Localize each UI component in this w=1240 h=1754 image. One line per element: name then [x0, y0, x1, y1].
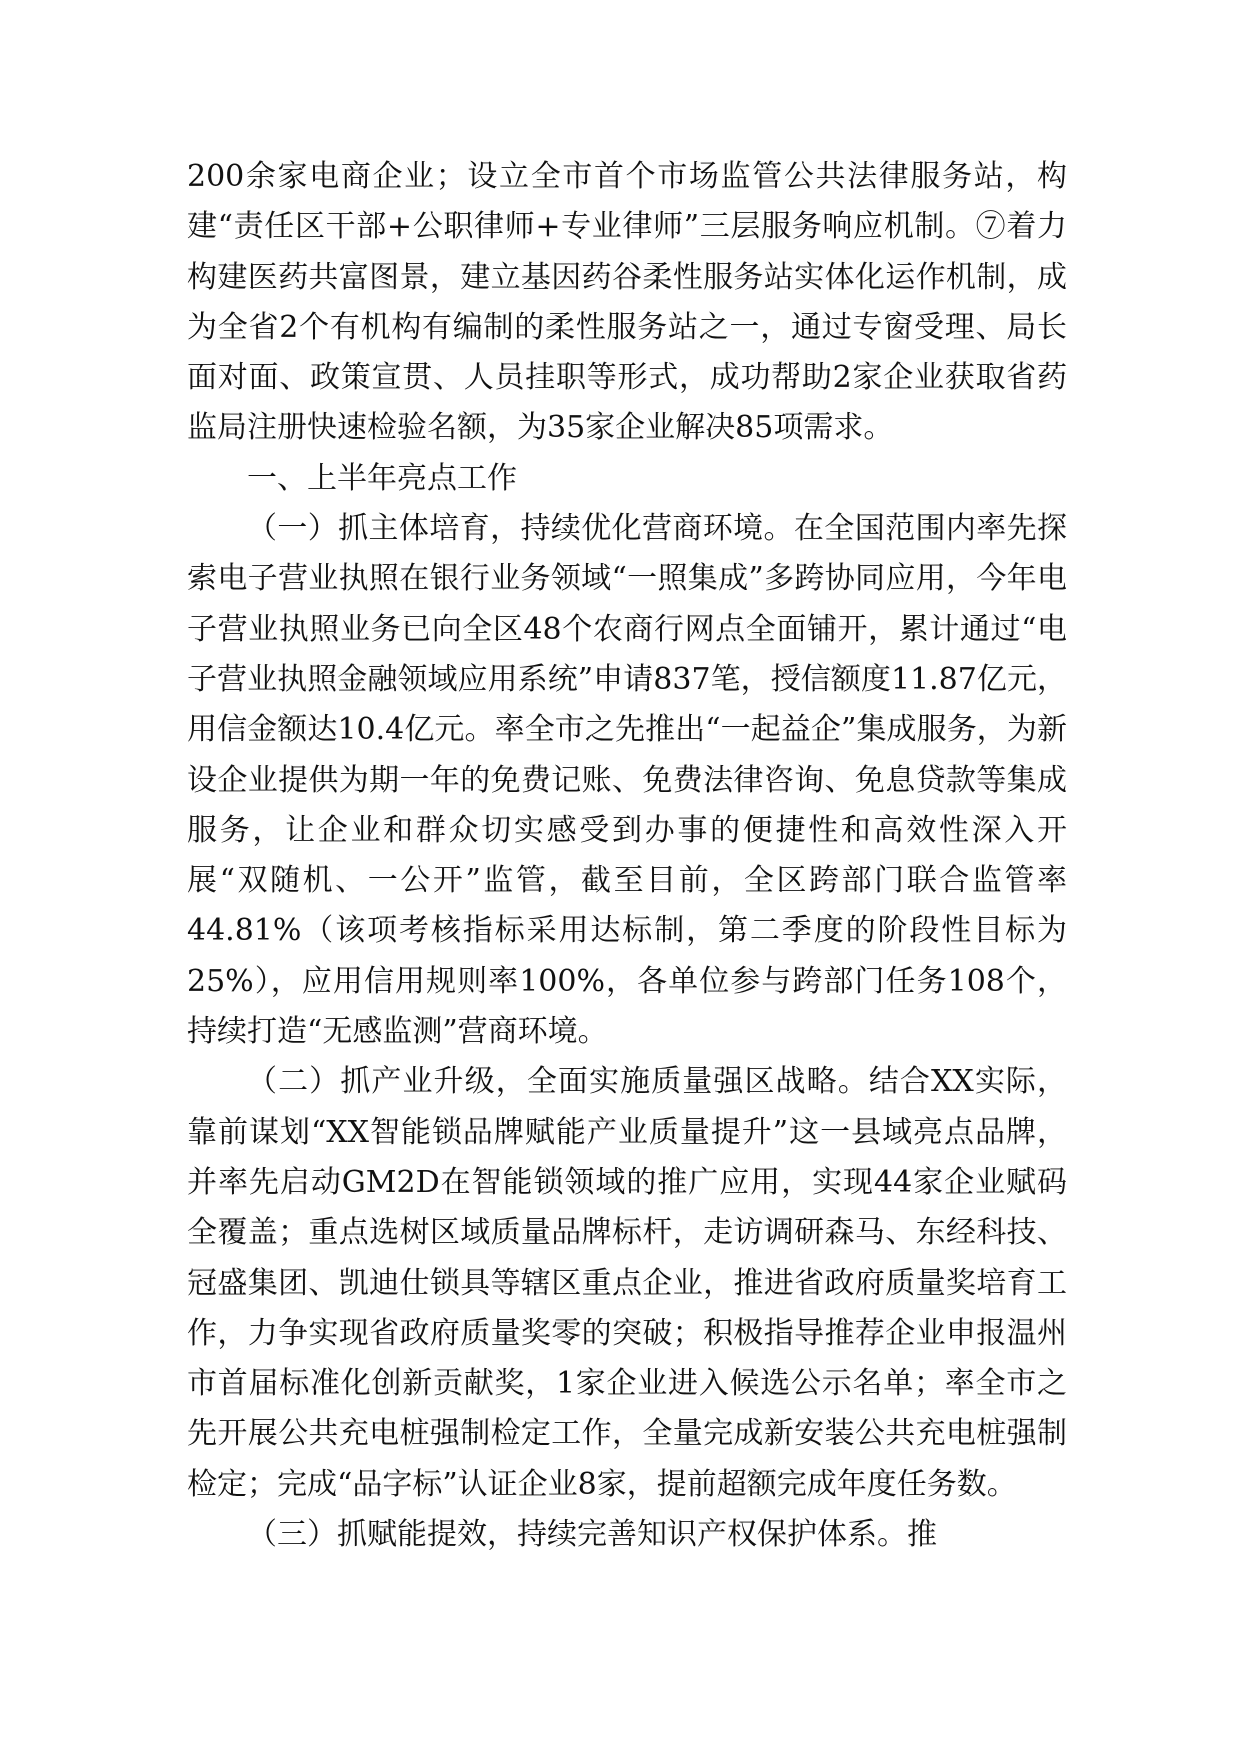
section-heading: 一、上半年亮点工作 [247, 460, 517, 496]
paragraph-item-2: （二）抓产业升级，全面实施质量强区战略。结合XX实际，靠前谋划“XX智能锁品牌赋能产业质量提升”这一县域亮点品牌，并率先启动GM2D在智能锁领域的推广应用，实现44家企业赋码全覆盖；重点选树区域质量品牌标杆，走访调研森马、东经科技、冠盛集团、凯迪仕锁具等辖区重点企业，推进省政府质量奖培育工作，力争实现省政府质量奖零的突破；积极指导推荐企业申报温州市首届标准化创新贡献奖，1家企业进入候选公示名单；率全市之先开展公共充电桩强制检定工作，全量完成新安装公共充电桩强制检定；完成“品字标”认证企业8家，提前超额完成年度任务数。 [187, 1064, 1067, 1502]
paragraph-item-1: （一）抓主体培育，持续优化营商环境。在全国范围内率先探索电子营业执照在银行业务领域“一照集成”多跨协同应用，今年电子营业执照业务已向全区48个农商行网点全面铺开，累计通过“电子营业执照金融领域应用系统”申请837笔，授信额度11.87亿元，用信金额达10.4亿元。率全市之先推出“一起益企”集成服务，为新设企业提供为期一年的免费记账、免费法律咨询、免息贷款等集成服务，让企业和群众切实感受到办事的便捷性和高效性深入开展“双随机、一公开”监管，截至目前，全区跨部门联合监管率44.81%（该项考核指标采用达标制，第二季度的阶段性目标为25%），应用信用规则率100%，各单位参与跨部门任务108个，持续打造“无感监测”营商环境。 [187, 511, 1067, 1050]
paragraph-continued: 200余家电商企业；设立全市首个市场监管公共法律服务站，构建“责任区干部+公职律师+专业律师”三层服务响应机制。⑦着力构建医药共富图景，建立基因药谷柔性服务站实体化运作机制，成为全省2个有机构有编制的柔性服务站之一，通过专窗受理、局长面对面、政策宣贯、人员挂职等形式，成功帮助2家企业获取省药监局注册快速检验名额，为35家企业解决85项需求。 [187, 159, 1067, 446]
document-body [187, 152, 1067, 1560]
paragraph-item-3: （三）抓赋能提效，持续完善知识产权保护体系。推 [247, 1517, 937, 1553]
